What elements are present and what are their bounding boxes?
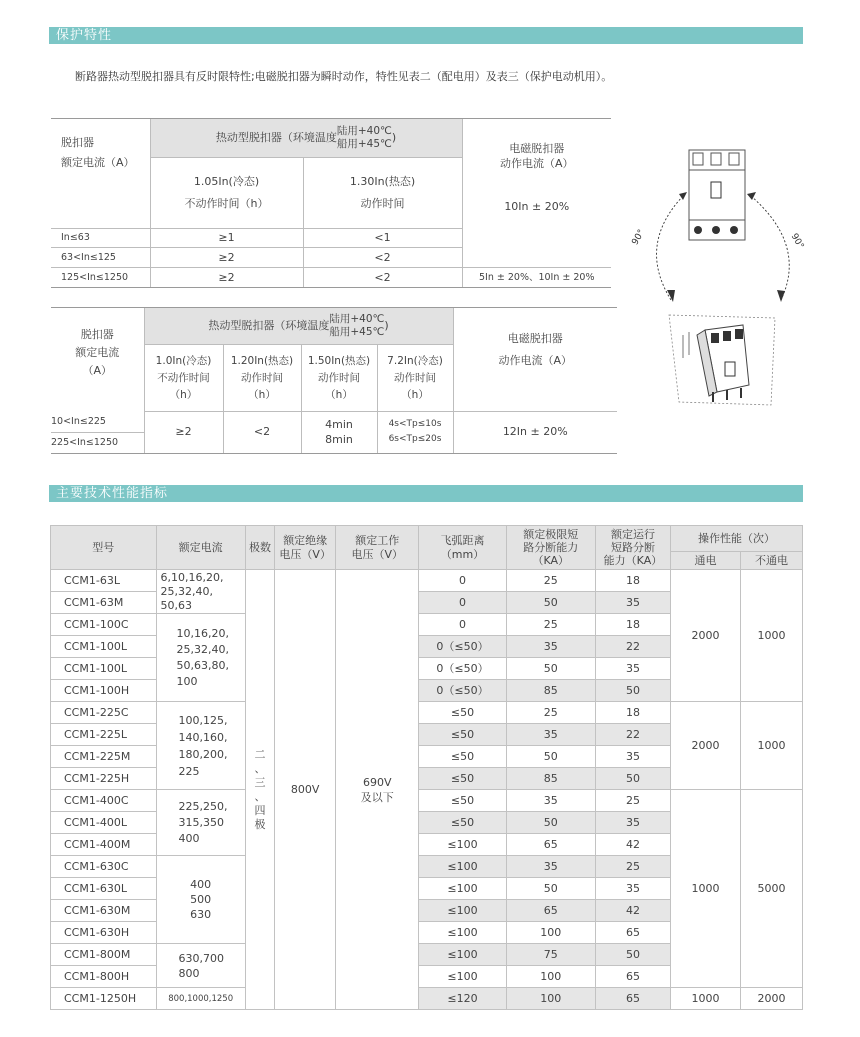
section-title: 主要技术性能指标: [56, 486, 169, 501]
section-bar-protection: [49, 27, 803, 44]
current-cell: 800,1000,1250: [156, 988, 245, 1010]
value-text: 690V: [362, 775, 392, 789]
value-cell: <2: [223, 412, 301, 454]
model-cell: CCM1-225H: [51, 768, 157, 790]
icu-cell: 25: [506, 570, 595, 592]
header-text: 动作时间: [318, 371, 360, 384]
ics-cell: 25: [595, 856, 670, 878]
header-text: 电压（V）: [351, 547, 403, 561]
icu-cell: 65: [506, 834, 595, 856]
value-text: 315,350: [178, 815, 225, 829]
sub-header: [223, 345, 301, 412]
icu-cell: 50: [506, 746, 595, 768]
header-text: 7.2In(冷态): [387, 354, 443, 367]
header-text: 额定工作: [355, 533, 400, 547]
table-row: [51, 412, 617, 433]
header-text: 1.50In(热态): [307, 354, 371, 367]
header-text: （mm）: [440, 547, 485, 561]
ops-off-cell: 1000: [741, 570, 803, 702]
value-text: 10,16,20,: [176, 626, 230, 640]
value-text: 400: [178, 831, 200, 845]
value-text: 25,32,40,: [176, 642, 230, 656]
icu-cell: 35: [506, 724, 595, 746]
header-text: 额定运行: [610, 528, 655, 541]
value-text: 630,700: [178, 951, 225, 965]
icu-cell: 85: [506, 768, 595, 790]
sub-header: [144, 345, 223, 412]
current-cell: [156, 614, 245, 702]
value-text: 140,160,: [178, 730, 228, 744]
value-text: 、: [254, 789, 266, 803]
value-text: 三: [254, 775, 266, 789]
angle-label-left: 90°: [630, 228, 648, 247]
model-cell: CCM1-1250H: [51, 988, 157, 1010]
model-cell: CCM1-630M: [51, 900, 157, 922]
model-cell: CCM1-800M: [51, 944, 157, 966]
insulation-voltage-cell: 800V: [275, 570, 336, 1010]
sub-header: [301, 345, 377, 412]
breaker-rotation-figure: [625, 140, 815, 415]
ics-cell: 22: [595, 636, 670, 658]
range-cell: 63<In≤125: [51, 248, 150, 268]
icu-cell: 25: [506, 614, 595, 636]
value-text: 4s<Tp≤10s: [388, 419, 442, 430]
header-text: 脱扣器: [61, 136, 94, 149]
value-text: 500: [190, 893, 212, 906]
poles-cell: [245, 570, 274, 1010]
working-voltage-cell: [336, 570, 419, 1010]
value-text: 225: [178, 764, 200, 778]
magnetic-header: [453, 308, 617, 412]
model-cell: CCM1-630C: [51, 856, 157, 878]
header-ops: 操作性能（次）: [671, 526, 803, 552]
trip-current-header: [51, 119, 150, 229]
header-text: （h）: [325, 388, 353, 401]
value-cell: ≥1: [150, 229, 303, 248]
value-text: 4min: [325, 418, 353, 432]
header-text: 1.05In(冷态): [193, 175, 260, 188]
arc-cell: 0（≤50）: [419, 636, 506, 658]
value-cell: <2: [303, 248, 462, 268]
value-text: 50,63: [160, 598, 193, 612]
range-cell: In≤63: [51, 229, 150, 248]
arc-cell: ≤100: [419, 922, 506, 944]
land-temp: 陆用+40℃: [329, 313, 385, 325]
header-text: 电磁脱扣器: [507, 332, 563, 345]
value-cell: ≥2: [144, 412, 223, 454]
header-text: 路分断能力: [523, 541, 579, 554]
model-cell: CCM1-63M: [51, 592, 157, 614]
range-cell: 225<In≤1250: [51, 432, 144, 453]
ops-on-cell: 1000: [671, 988, 741, 1010]
sub-header-hot: [303, 158, 462, 229]
model-cell: CCM1-400C: [51, 790, 157, 812]
model-cell: CCM1-225C: [51, 702, 157, 724]
header-text: 额定极限短: [523, 528, 579, 541]
value-text: 630: [190, 908, 212, 921]
header-on: 通电: [671, 552, 741, 570]
icu-cell: 65: [506, 900, 595, 922]
value-text: 800: [178, 966, 200, 980]
value-cell: [377, 412, 453, 454]
icu-cell: 100: [506, 922, 595, 944]
current-cell: [156, 856, 245, 944]
icu-cell: 100: [506, 966, 595, 988]
value-text: 四: [254, 803, 266, 817]
intro-text: 断路器热动型脱扣器具有反时限特性;电磁脱扣器为瞬时动作，特性见表二（配电用）及表三（保护电动机用）。: [75, 70, 613, 83]
ops-off-cell: 5000: [741, 790, 803, 988]
ops-on-cell: 2000: [671, 702, 741, 790]
header-model: 型号: [51, 526, 157, 570]
value-text: 6,10,16,20,: [160, 570, 224, 584]
arc-cell: 0: [419, 570, 506, 592]
table-row: [51, 268, 611, 288]
icu-cell: 100: [506, 988, 595, 1010]
arc-cell: ≤100: [419, 834, 506, 856]
model-cell: CCM1-100C: [51, 614, 157, 636]
ops-off-cell: 2000: [741, 988, 803, 1010]
header-current: 额定电流: [156, 526, 245, 570]
header-text: 电磁脱扣器: [509, 142, 565, 155]
arc-cell: ≤120: [419, 988, 506, 1010]
icu-cell: 35: [506, 790, 595, 812]
header-working: [336, 526, 419, 570]
land-temp: 陆用+40℃: [336, 125, 392, 137]
value-text: 极: [254, 817, 266, 831]
model-cell: CCM1-225L: [51, 724, 157, 746]
arc-cell: ≤100: [419, 856, 506, 878]
arc-cell: ≤50: [419, 724, 506, 746]
ics-cell: 35: [595, 878, 670, 900]
rotate-left-arrow: [657, 196, 683, 300]
ics-cell: 65: [595, 966, 670, 988]
header-poles: 极数: [245, 526, 274, 570]
value-text: 及以下: [360, 790, 394, 804]
table-row: [51, 248, 611, 268]
arc-cell: ≤50: [419, 746, 506, 768]
trip-current-header: [51, 308, 144, 412]
arc-cell: ≤100: [419, 900, 506, 922]
header-text: 额定绝缘: [283, 533, 328, 547]
value-cell: [301, 412, 377, 454]
model-cell: CCM1-100H: [51, 680, 157, 702]
value-cell: <1: [303, 229, 462, 248]
icu-cell: 50: [506, 812, 595, 834]
header-text: 能力（KA）: [603, 554, 663, 567]
ics-cell: 65: [595, 922, 670, 944]
ops-off-cell: 1000: [741, 702, 803, 790]
value-text: 25,32,40,: [160, 584, 214, 598]
icu-cell: 50: [506, 658, 595, 680]
ambient-temp: [329, 313, 384, 339]
header-text: （A）: [82, 364, 113, 377]
header-text: 动作电流（A）: [499, 157, 574, 170]
icu-cell: 25: [506, 702, 595, 724]
model-cell: CCM1-100L: [51, 658, 157, 680]
value-text: 8min: [325, 433, 353, 447]
angle-label-right: 90°: [788, 232, 806, 251]
value-cell: <2: [303, 268, 462, 288]
header-text: 动作电流（A）: [498, 354, 573, 367]
header-text: （h）: [248, 388, 276, 401]
arc-cell: ≤100: [419, 966, 506, 988]
value-text: 50,63,80,: [176, 658, 230, 672]
ambient-temp: [337, 125, 392, 151]
model-cell: CCM1-400M: [51, 834, 157, 856]
value-text: 180,200,: [178, 747, 228, 761]
header-text: （KA）: [532, 554, 570, 567]
arc-cell: 0: [419, 592, 506, 614]
magnetic-value: 12In ± 20%: [453, 412, 617, 454]
model-cell: CCM1-800H: [51, 966, 157, 988]
header-text: 飞弧距离: [440, 533, 485, 547]
arc-cell: 0（≤50）: [419, 658, 506, 680]
ship-temp: 船用+45℃: [336, 138, 392, 150]
header-insulation: [275, 526, 336, 570]
header-text: 不动作时间: [157, 371, 210, 384]
ics-cell: 50: [595, 768, 670, 790]
table-row: [51, 790, 803, 812]
icu-cell: 75: [506, 944, 595, 966]
sub-header-cold: [150, 158, 303, 229]
header-text: 动作时间: [394, 371, 436, 384]
icu-cell: 85: [506, 680, 595, 702]
ship-temp: 船用+45℃: [329, 326, 385, 338]
header-text: ): [391, 131, 397, 144]
ics-cell: 22: [595, 724, 670, 746]
arc-cell: ≤100: [419, 878, 506, 900]
header-text: 1.20In(热态): [230, 354, 294, 367]
current-cell: [156, 944, 245, 988]
arc-cell: ≤50: [419, 702, 506, 724]
header-text: 动作时间: [360, 197, 405, 210]
arc-cell: ≤50: [419, 768, 506, 790]
header-text: 额定电流: [75, 346, 120, 359]
model-cell: CCM1-630L: [51, 878, 157, 900]
value-text: 6s<Tp≤20s: [388, 434, 442, 445]
sub-header: [377, 345, 453, 412]
header-text: 脱扣器: [80, 328, 114, 341]
ics-cell: 35: [595, 746, 670, 768]
arc-cell: ≤100: [419, 944, 506, 966]
header-text: 不动作时间（h）: [184, 197, 269, 210]
range-cell: 125<In≤1250: [51, 268, 150, 288]
section-title: 保护特性: [56, 28, 113, 43]
table-row: [51, 988, 803, 1010]
icu-cell: 50: [506, 878, 595, 900]
magnetic-header: [462, 119, 611, 229]
arc-cell: 0: [419, 614, 506, 636]
header-text: 热动型脱扣器（环境温度: [215, 131, 337, 144]
ics-cell: 50: [595, 680, 670, 702]
value-text: 100: [176, 674, 198, 688]
thermal-header: [150, 119, 462, 158]
current-cell: [156, 570, 245, 614]
header-text: 额定电流（A）: [61, 156, 135, 169]
value-text: 二: [254, 747, 266, 761]
header-text: 1.30In(热态): [349, 175, 416, 188]
table-row: [51, 702, 803, 724]
rotate-right-arrow: [751, 196, 789, 300]
value-text: 225,250,: [178, 799, 228, 813]
ops-on-cell: 1000: [671, 790, 741, 988]
icu-cell: 35: [506, 856, 595, 878]
ics-cell: 42: [595, 900, 670, 922]
ics-cell: 18: [595, 614, 670, 636]
table-technical-specs: [50, 525, 803, 1010]
value-cell: ≥2: [150, 268, 303, 288]
table-motor-protection: [51, 307, 617, 454]
header-text: （h）: [401, 388, 429, 401]
range-cell: 10<In≤225: [51, 412, 144, 433]
arc-cell: ≤50: [419, 812, 506, 834]
table-row: [51, 570, 803, 592]
ics-cell: 42: [595, 834, 670, 856]
header-text: 短路分断: [610, 541, 655, 554]
header-text: 动作时间: [241, 371, 283, 384]
value-text: 、: [254, 761, 266, 775]
icu-cell: 50: [506, 592, 595, 614]
header-text: ): [384, 319, 389, 332]
breaker-tilted-icon: [669, 315, 775, 405]
header-off: 不通电: [741, 552, 803, 570]
current-cell: [156, 702, 245, 790]
magnetic-value: 5In ± 20%、10In ± 20%: [462, 268, 611, 288]
model-cell: CCM1-100L: [51, 636, 157, 658]
ics-cell: 25: [595, 790, 670, 812]
header-icu: [506, 526, 595, 570]
header-text: 1.0In(冷态): [155, 354, 212, 367]
ics-cell: 18: [595, 702, 670, 724]
ics-cell: 65: [595, 988, 670, 1010]
icu-cell: 35: [506, 636, 595, 658]
ics-cell: 35: [595, 658, 670, 680]
model-cell: CCM1-225M: [51, 746, 157, 768]
arc-cell: 0（≤50）: [419, 680, 506, 702]
breaker-upright-icon: [689, 150, 745, 240]
header-text: 电压（V）: [279, 547, 331, 561]
header-text: 热动型脱扣器（环境温度: [208, 319, 330, 332]
value-text: 400: [190, 878, 212, 891]
current-cell: [156, 790, 245, 856]
ics-cell: 50: [595, 944, 670, 966]
header-ics: [595, 526, 670, 570]
model-cell: CCM1-630H: [51, 922, 157, 944]
header-arc: [419, 526, 506, 570]
value-cell: ≥2: [150, 248, 303, 268]
ics-cell: 35: [595, 592, 670, 614]
table-row: [51, 229, 611, 248]
value-text: 100,125,: [178, 713, 228, 727]
thermal-header: [144, 308, 453, 345]
section-bar-specs: [49, 485, 803, 502]
ics-cell: 18: [595, 570, 670, 592]
magnetic-value: 10In ± 20%: [504, 200, 570, 213]
model-cell: CCM1-63L: [51, 570, 157, 592]
table-distribution-protection: [51, 118, 611, 288]
ics-cell: 35: [595, 812, 670, 834]
header-text: （h）: [169, 388, 198, 401]
model-cell: CCM1-400L: [51, 812, 157, 834]
table-header-row: [51, 119, 611, 158]
ops-on-cell: 2000: [671, 570, 741, 702]
arc-cell: ≤50: [419, 790, 506, 812]
